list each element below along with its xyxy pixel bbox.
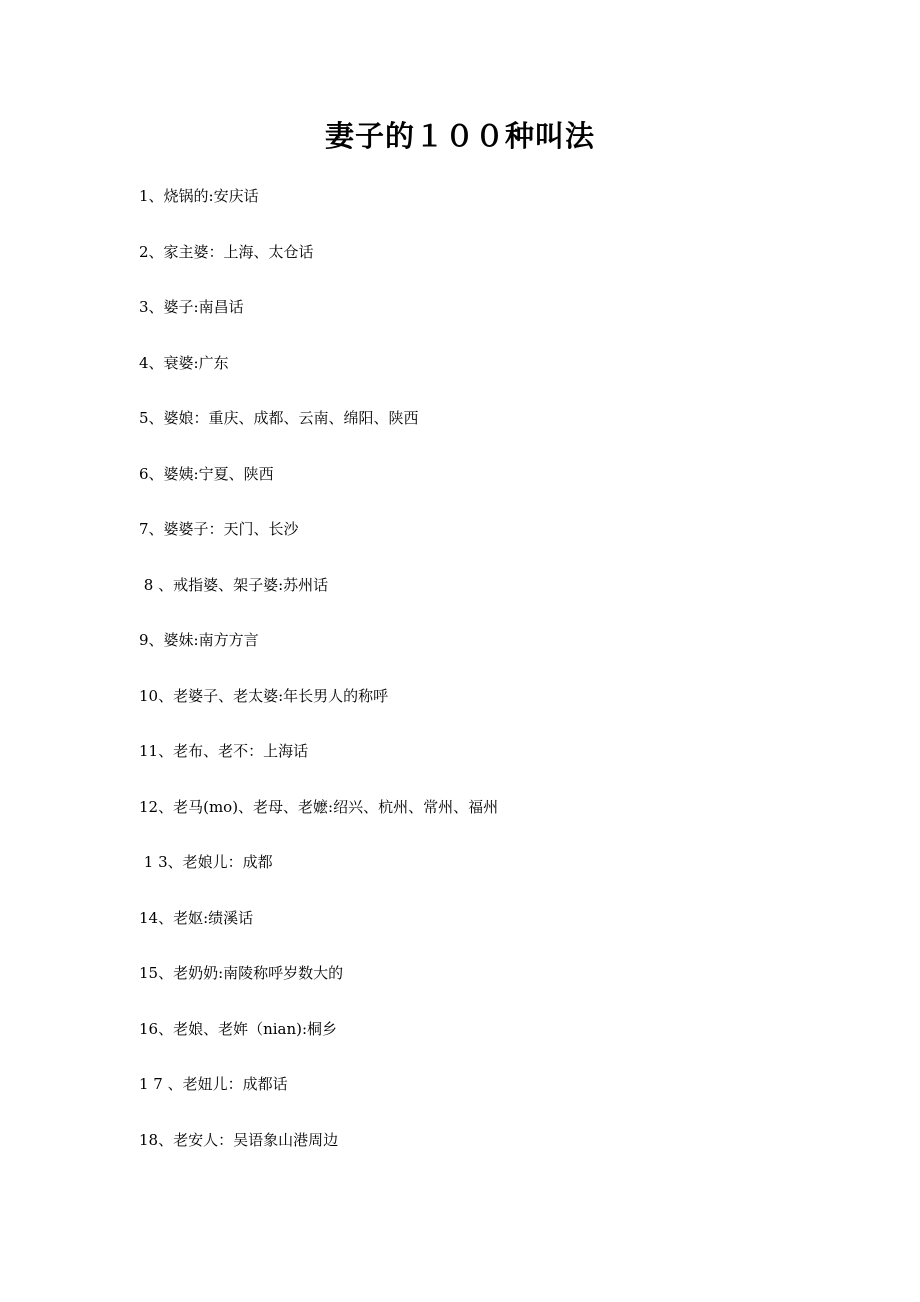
list-item: 16、老娘、老姩（nian):桐乡 <box>139 1019 338 1038</box>
list-item: 8 、戒指婆、架子婆:苏州话 <box>139 575 329 594</box>
list-item: 3、婆子:南昌话 <box>139 298 244 316</box>
document-title: 妻子的１００种叫法 <box>324 119 595 153</box>
list-item: 9、婆妹:南方方言 <box>139 631 259 649</box>
list-item: 18、老安人：吴语象山港周边 <box>139 1130 339 1149</box>
list-item: 11、老布、老不：上海话 <box>139 742 309 760</box>
list-item: 15、老奶奶:南陵称呼岁数大的 <box>139 964 344 982</box>
list-item: 1 7 、老妞儿：成都话 <box>139 1075 288 1093</box>
list-item: 2、家主婆：上海、太仓话 <box>139 242 314 261</box>
list-item: 6、婆姨:宁夏、陕西 <box>139 464 274 483</box>
list-item: 1 3、老娘儿：成都 <box>139 853 273 871</box>
list-item: 12、老马(mo)、老母、老嬷:绍兴、杭州、常州、福州 <box>139 797 499 816</box>
list-item: 14、老妪:绩溪话 <box>139 908 254 927</box>
list-item: 5、婆娘：重庆、成都、云南、绵阳、陕西 <box>139 409 419 427</box>
list-item: 10、老婆子、老太婆:年长男人的称呼 <box>139 686 389 705</box>
entry-list <box>139 181 839 1180</box>
list-item: 1、烧锅的:安庆话 <box>139 187 259 205</box>
list-item: 4、衰婆:广东 <box>139 353 229 372</box>
list-item: 7、婆婆子：天门、长沙 <box>139 520 299 538</box>
